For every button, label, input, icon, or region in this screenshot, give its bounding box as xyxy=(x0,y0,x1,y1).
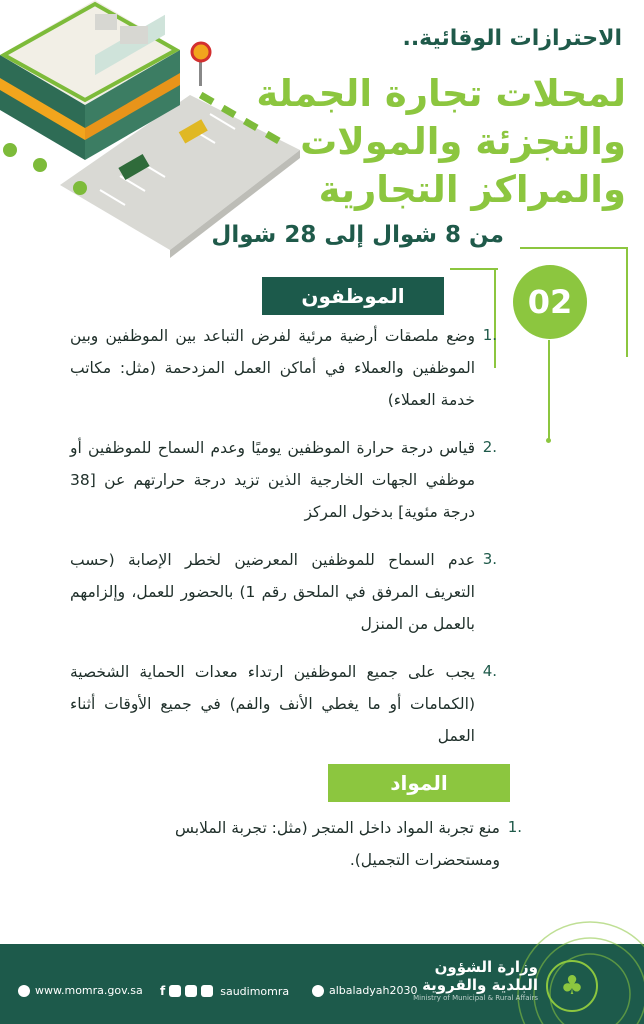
item-text: عدم السماح للموظفين المعرضين لخطر الإصابة (حسب التعريف المرفق في الملحق رقم 1) بالحضور للعمل، وإلزامهم بالعمل من المنزل xyxy=(70,551,475,633)
footer-waves xyxy=(0,914,644,1024)
divider-dot xyxy=(546,438,551,443)
item-number: 3. xyxy=(482,550,497,568)
twitter-icon[interactable] xyxy=(169,985,181,997)
materials-list xyxy=(150,812,522,876)
headline-line: والتجزئة والمولات xyxy=(300,120,626,163)
facebook-icon[interactable]: f xyxy=(160,984,166,998)
ministry-name-en: Ministry of Municipal & Rural Affairs xyxy=(413,994,538,1002)
snapchat-icon xyxy=(312,985,324,997)
ministry-name-line: وزارة الشؤون xyxy=(434,958,538,976)
item-number: 2. xyxy=(482,438,497,456)
item-text: منع تجربة المواد داخل المتجر (مثل: تجربة الملابس ومستحضرات التجميل). xyxy=(175,819,500,869)
divider-line xyxy=(626,247,628,357)
section-number-badge: 02 xyxy=(513,265,587,339)
date-range: من 8 شوال إلى 28 شوال xyxy=(211,222,504,248)
kicker-title: الاحترازات الوقائية.. xyxy=(402,26,622,51)
list-item xyxy=(70,432,497,528)
item-text: قياس درجة حرارة الموظفين يوميًا وعدم السماح للموظفين أو موظفي الجهات الخارجية الذين تزيد درجة حرارتهم عن [38 درجة مئوية] بدخول المركز xyxy=(70,439,475,521)
item-number: 4. xyxy=(482,662,497,680)
ministry-name xyxy=(413,958,538,1002)
section-title-employees: الموظفون xyxy=(262,277,444,315)
headline-line: والمراكز التجارية xyxy=(318,168,626,211)
social-handle: saudimomra xyxy=(220,984,290,998)
list-item xyxy=(70,320,497,416)
snapchat-handle: albaladyah2030 xyxy=(329,984,418,997)
item-number: 1. xyxy=(482,326,497,344)
divider-line xyxy=(450,268,498,270)
list-item xyxy=(70,656,497,752)
section-title-materials: المواد xyxy=(328,764,510,802)
social-links xyxy=(160,984,289,998)
website-link[interactable] xyxy=(18,984,143,997)
employees-list xyxy=(70,320,497,752)
instagram-icon[interactable] xyxy=(185,985,197,997)
youtube-icon[interactable] xyxy=(201,985,213,997)
list-item xyxy=(70,544,497,640)
ministry-name-line: البلدية والقروية xyxy=(422,976,538,994)
divider-line xyxy=(494,268,496,368)
headline-line: لمحلات تجارة الجملة xyxy=(256,72,626,115)
snapchat-link[interactable] xyxy=(312,984,418,997)
item-number: 1. xyxy=(507,818,522,836)
website-url: www.momra.gov.sa xyxy=(35,984,143,997)
divider-line xyxy=(548,340,550,440)
item-text: وضع ملصقات أرضية مرئية لفرض التباعد بين الموظفين وبين الموظفين والعملاء في أماكن العمل المزدحمة (مثل: مكاتب خدمة العملاء) xyxy=(70,327,475,409)
headline xyxy=(206,70,626,214)
list-item xyxy=(150,812,522,876)
item-text: يجب على جميع الموظفين ارتداء معدات الحماية الشخصية (الكمامات أو ما يغطي الأنف والفم) في جميع الأوقات أثناء العمل xyxy=(70,663,475,745)
globe-icon xyxy=(18,985,30,997)
ministry-logo: ♣ xyxy=(546,960,598,1012)
divider-line xyxy=(520,247,628,249)
footer xyxy=(0,944,644,1024)
